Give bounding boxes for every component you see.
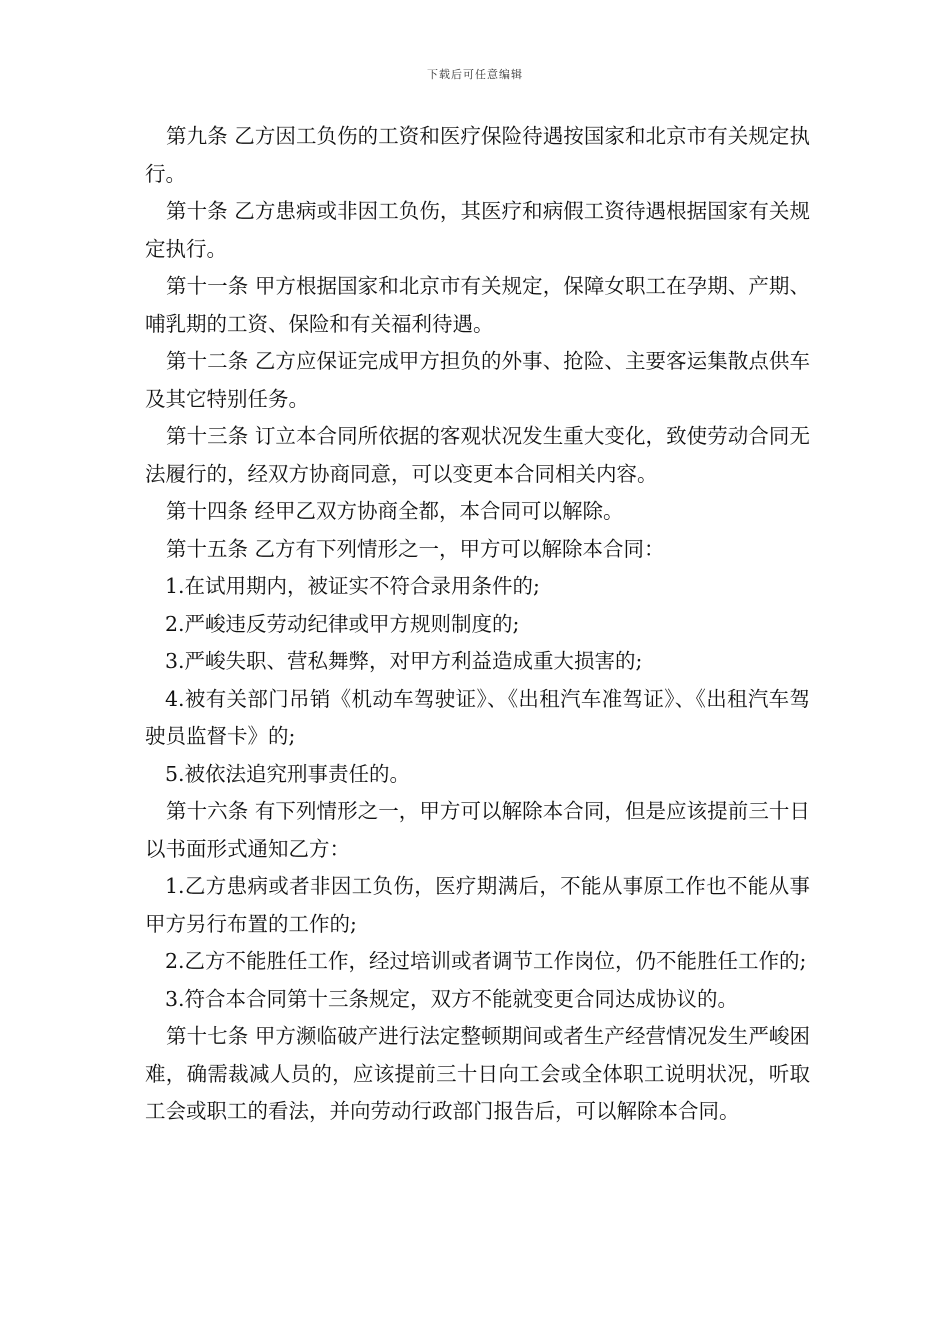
- article-17: 第十七条 甲方濒临破产进行法定整顿期间或者生产经营情况发生严峻困难，确需裁减人员的，应该提前三十日向工会或全体职工说明状况，听取工会或职工的看法，并向劳动行政部门报告后，可以解除本合同。: [145, 1024, 810, 1123]
- article-10: 第十条 乙方患病或非因工负伤，其医疗和病假工资待遇根据国家有关规定执行。: [145, 199, 810, 261]
- article-15: 第十五条 乙方有下列情形之一，甲方可以解除本合同：: [166, 536, 665, 561]
- article-16-item-2: 2.乙方不能胜任工作，经过培训或者调节工作岗位，仍不能胜任工作的;: [165, 949, 807, 973]
- document-body: [145, 118, 810, 1131]
- article-15-item-2: 2.严峻违反劳动纪律或甲方规则制度的;: [165, 611, 520, 636]
- article-15-item-1: 1.在试用期内，被证实不符合录用条件的;: [165, 574, 540, 598]
- article-16-item-1: 1.乙方患病或者非因工负伤，医疗期满后，不能从事原工作也不能从事甲方另行布置的工作的;: [145, 874, 810, 936]
- article-15-item-5: 5.被依法追究刑事责任的。: [165, 761, 411, 786]
- article-15-item-4: 4.被有关部门吊销《机动车驾驶证》、《出租汽车准驾证》、《出租汽车驾驶员监督卡》的;: [145, 686, 810, 748]
- article-9: 第九条 乙方因工负伤的工资和医疗保险待遇按国家和北京市有关规定执行。: [145, 124, 810, 186]
- article-14: 第十四条 经甲乙双方协商全都，本合同可以解除。: [166, 499, 624, 523]
- page-header: 下载后可任意编辑: [427, 68, 523, 81]
- article-15-item-3: 3.严峻失职、营私舞弊，对甲方利益造成重大损害的;: [165, 649, 643, 673]
- article-11: 第十一条 甲方根据国家和北京市有关规定，保障女职工在孕期、产期、哺乳期的工资、保险和有关福利待遇。: [145, 274, 810, 336]
- article-16: 第十六条 有下列情形之一，甲方可以解除本合同，但是应该提前三十日以书面形式通知乙方：: [145, 799, 810, 861]
- article-13: 第十三条 订立本合同所依据的客观状况发生重大变化，致使劳动合同无法履行的，经双方协商同意，可以变更本合同相关内容。: [145, 424, 810, 486]
- article-12: 第十二条 乙方应保证完成甲方担负的外事、抢险、主要客运集散点供车及其它特别任务。: [145, 349, 810, 411]
- article-16-item-3: 3.符合本合同第十三条规定，双方不能就变更合同达成协议的。: [165, 986, 739, 1011]
